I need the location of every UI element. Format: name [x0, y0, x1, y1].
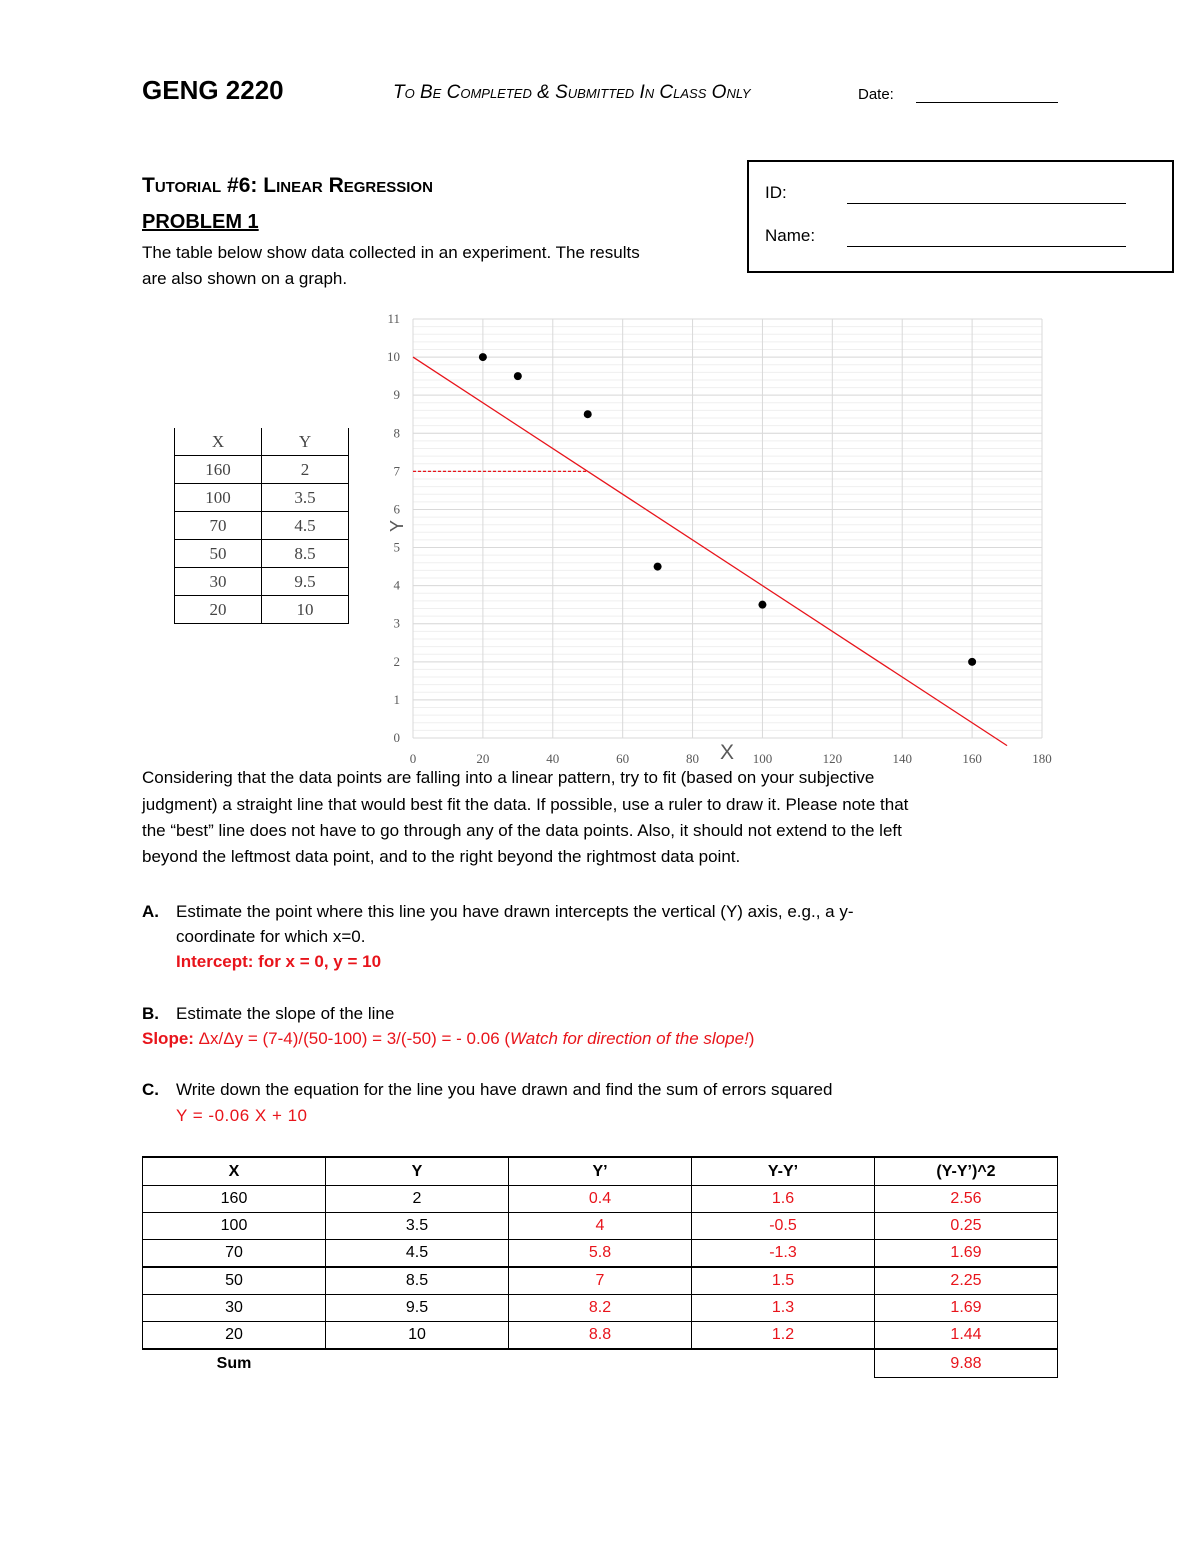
sum-label: Sum	[216, 1354, 252, 1372]
date-label: Date:	[858, 86, 894, 103]
results-cell: 0.25	[875, 1213, 1058, 1240]
id-label: ID:	[765, 183, 787, 202]
y-tick-label: 3	[393, 615, 400, 631]
y-tick-label: 2	[393, 653, 400, 669]
results-cell: 1.2	[692, 1322, 875, 1350]
results-cell: 70	[143, 1240, 326, 1268]
y-tick-label: 11	[387, 311, 400, 326]
results-cell: 1.3	[692, 1295, 875, 1322]
name-label: Name:	[765, 226, 816, 245]
name-blank	[847, 246, 1126, 247]
results-cell: 2	[326, 1186, 509, 1213]
table-row	[175, 540, 349, 568]
table-row	[175, 484, 349, 512]
data-point	[514, 372, 522, 380]
results-cell: 10	[326, 1322, 509, 1350]
fit-line	[413, 357, 1007, 746]
table-cell: 8.5	[262, 540, 349, 568]
table-header-cell: Y	[262, 428, 349, 456]
x-tick-label: 160	[962, 751, 982, 766]
results-cell: -0.5	[692, 1213, 875, 1240]
table-cell: 3.5	[262, 484, 349, 512]
x-tick-label: 0	[409, 751, 417, 766]
part-b-label: B.	[142, 1004, 159, 1023]
results-cell: 8.2	[509, 1295, 692, 1322]
table-row	[143, 1267, 1058, 1295]
results-header-cell: Y’	[509, 1157, 692, 1186]
y-tick-label: 1	[393, 691, 400, 707]
sum-row	[143, 1349, 1058, 1378]
part-c-label: C.	[142, 1080, 159, 1099]
part-c-question: Write down the equation for the line you have drawn and find the sum of errors squared	[176, 1080, 833, 1099]
y-tick-label: 4	[393, 577, 400, 593]
sum-empty-cell	[509, 1349, 692, 1378]
y-tick-label: 8	[393, 425, 400, 441]
part-a-label: A.	[142, 902, 159, 921]
results-cell: 1.5	[692, 1267, 875, 1295]
x-tick-label: 100	[752, 751, 773, 766]
part-b-answer	[142, 1029, 754, 1049]
x-tick-label: 180	[1032, 751, 1052, 766]
table-cell: 50	[175, 540, 262, 568]
table-header-cell: X	[175, 428, 262, 456]
results-cell: 0.4	[509, 1186, 692, 1213]
y-tick-label: 7	[393, 463, 400, 479]
table-cell: 2	[262, 456, 349, 484]
results-cell: 160	[143, 1186, 326, 1213]
results-cell: 1.44	[875, 1322, 1058, 1350]
data-point	[654, 563, 662, 571]
results-header-cell: Y	[326, 1157, 509, 1186]
y-tick-label: 5	[393, 539, 400, 555]
table-header-row	[175, 428, 349, 456]
instruction-line: beyond the leftmost data point, and to the right beyond the rightmost data point.	[142, 847, 741, 866]
sum-value: 9.88	[875, 1349, 1058, 1378]
results-cell: 8.5	[326, 1267, 509, 1295]
part-a-question: coordinate for which x=0.	[176, 927, 366, 946]
results-cell: 1.69	[875, 1240, 1058, 1268]
results-cell: 100	[143, 1213, 326, 1240]
data-point	[758, 601, 766, 609]
slope-expression: Δx/Δy = (7-4)/(50-100) = 3/(-50) = - 0.06 (	[193, 1029, 511, 1048]
slope-close: )	[748, 1029, 755, 1048]
sum-empty-cell	[326, 1349, 509, 1378]
table-row	[175, 568, 349, 596]
table-cell: 20	[175, 596, 262, 624]
table-cell: 10	[262, 596, 349, 624]
table-cell: 100	[175, 484, 262, 512]
instruction-line: the “best” line does not have to go through any of the data points. Also, it should not extend to the left	[142, 821, 902, 840]
results-header-cell: (Y-Y’)^2	[875, 1157, 1058, 1186]
x-tick-label: 80	[686, 751, 700, 766]
instruction-line: Considering that the data points are falling into a linear pattern, try to fit (based on your subjective	[142, 768, 875, 787]
results-cell: 4	[509, 1213, 692, 1240]
scatter-chart	[360, 300, 1070, 775]
results-cell: 2.25	[875, 1267, 1058, 1295]
data-table	[174, 428, 349, 624]
date-blank	[916, 88, 1058, 103]
data-point	[584, 410, 592, 418]
data-point	[479, 353, 487, 361]
results-cell: 1.6	[692, 1186, 875, 1213]
data-point	[968, 658, 976, 666]
results-cell: 5.8	[509, 1240, 692, 1268]
results-cell: 8.8	[509, 1322, 692, 1350]
results-cell: 4.5	[326, 1240, 509, 1268]
y-tick-label: 9	[393, 387, 400, 403]
submission-note: To Be Completed & Submitted In Class Only	[393, 82, 751, 103]
results-cell: -1.3	[692, 1240, 875, 1268]
results-cell: 50	[143, 1267, 326, 1295]
results-cell: 7	[509, 1267, 692, 1295]
part-b-question: Estimate the slope of the line	[176, 1004, 395, 1023]
y-tick-label: 6	[393, 501, 400, 517]
course-code: GENG 2220	[142, 75, 284, 105]
table-cell: 4.5	[262, 512, 349, 540]
y-tick-label: 10	[387, 349, 400, 365]
table-row	[143, 1240, 1058, 1268]
x-tick-label: 60	[616, 751, 630, 766]
results-cell: 2.56	[875, 1186, 1058, 1213]
table-row	[175, 596, 349, 624]
table-row	[175, 512, 349, 540]
results-cell: 9.5	[326, 1295, 509, 1322]
y-axis-title: Y	[387, 519, 407, 533]
results-cell: 1.69	[875, 1295, 1058, 1322]
instruction-line: judgment) a straight line that would best fit the data. If possible, use a ruler to draw it. Please note that	[142, 795, 909, 814]
table-row	[175, 456, 349, 484]
results-cell: 3.5	[326, 1213, 509, 1240]
results-cell: 20	[143, 1322, 326, 1350]
table-row	[143, 1186, 1058, 1213]
id-name-box	[747, 160, 1174, 273]
table-cell: 160	[175, 456, 262, 484]
sum-empty-cell	[692, 1349, 875, 1378]
x-tick-label: 140	[892, 751, 912, 766]
problem-heading: PROBLEM 1	[142, 211, 259, 233]
part-a-question: Estimate the point where this line you have drawn intercepts the vertical (Y) axis, e.g., a y-	[176, 902, 854, 921]
part-a-answer: Intercept: for x = 0, y = 10	[176, 952, 382, 971]
results-header-cell: Y-Y’	[692, 1157, 875, 1186]
table-row	[143, 1295, 1058, 1322]
intro-line: are also shown on a graph.	[142, 269, 348, 288]
slope-label: Slope:	[142, 1029, 194, 1048]
table-cell: 9.5	[262, 568, 349, 596]
slope-note: Watch for direction of the slope!	[510, 1029, 749, 1048]
results-cell: 30	[143, 1295, 326, 1322]
part-c-answer: Y = -0.06 X + 10	[176, 1106, 308, 1125]
table-cell: 30	[175, 568, 262, 596]
results-header-row	[143, 1157, 1058, 1186]
x-tick-label: 40	[546, 751, 560, 766]
y-tick-label: 0	[393, 730, 400, 745]
table-row	[143, 1213, 1058, 1240]
results-header-cell: X	[143, 1157, 326, 1186]
x-axis-title: X	[719, 741, 735, 764]
table-cell: 70	[175, 512, 262, 540]
x-tick-label: 120	[822, 751, 843, 766]
intro-line: The table below show data collected in an experiment. The results	[142, 243, 640, 262]
tutorial-title: Tutorial #6: Linear Regression	[142, 174, 433, 197]
id-blank	[847, 203, 1126, 204]
x-tick-label: 20	[476, 751, 490, 766]
results-table	[142, 1156, 1058, 1378]
table-row	[143, 1322, 1058, 1350]
